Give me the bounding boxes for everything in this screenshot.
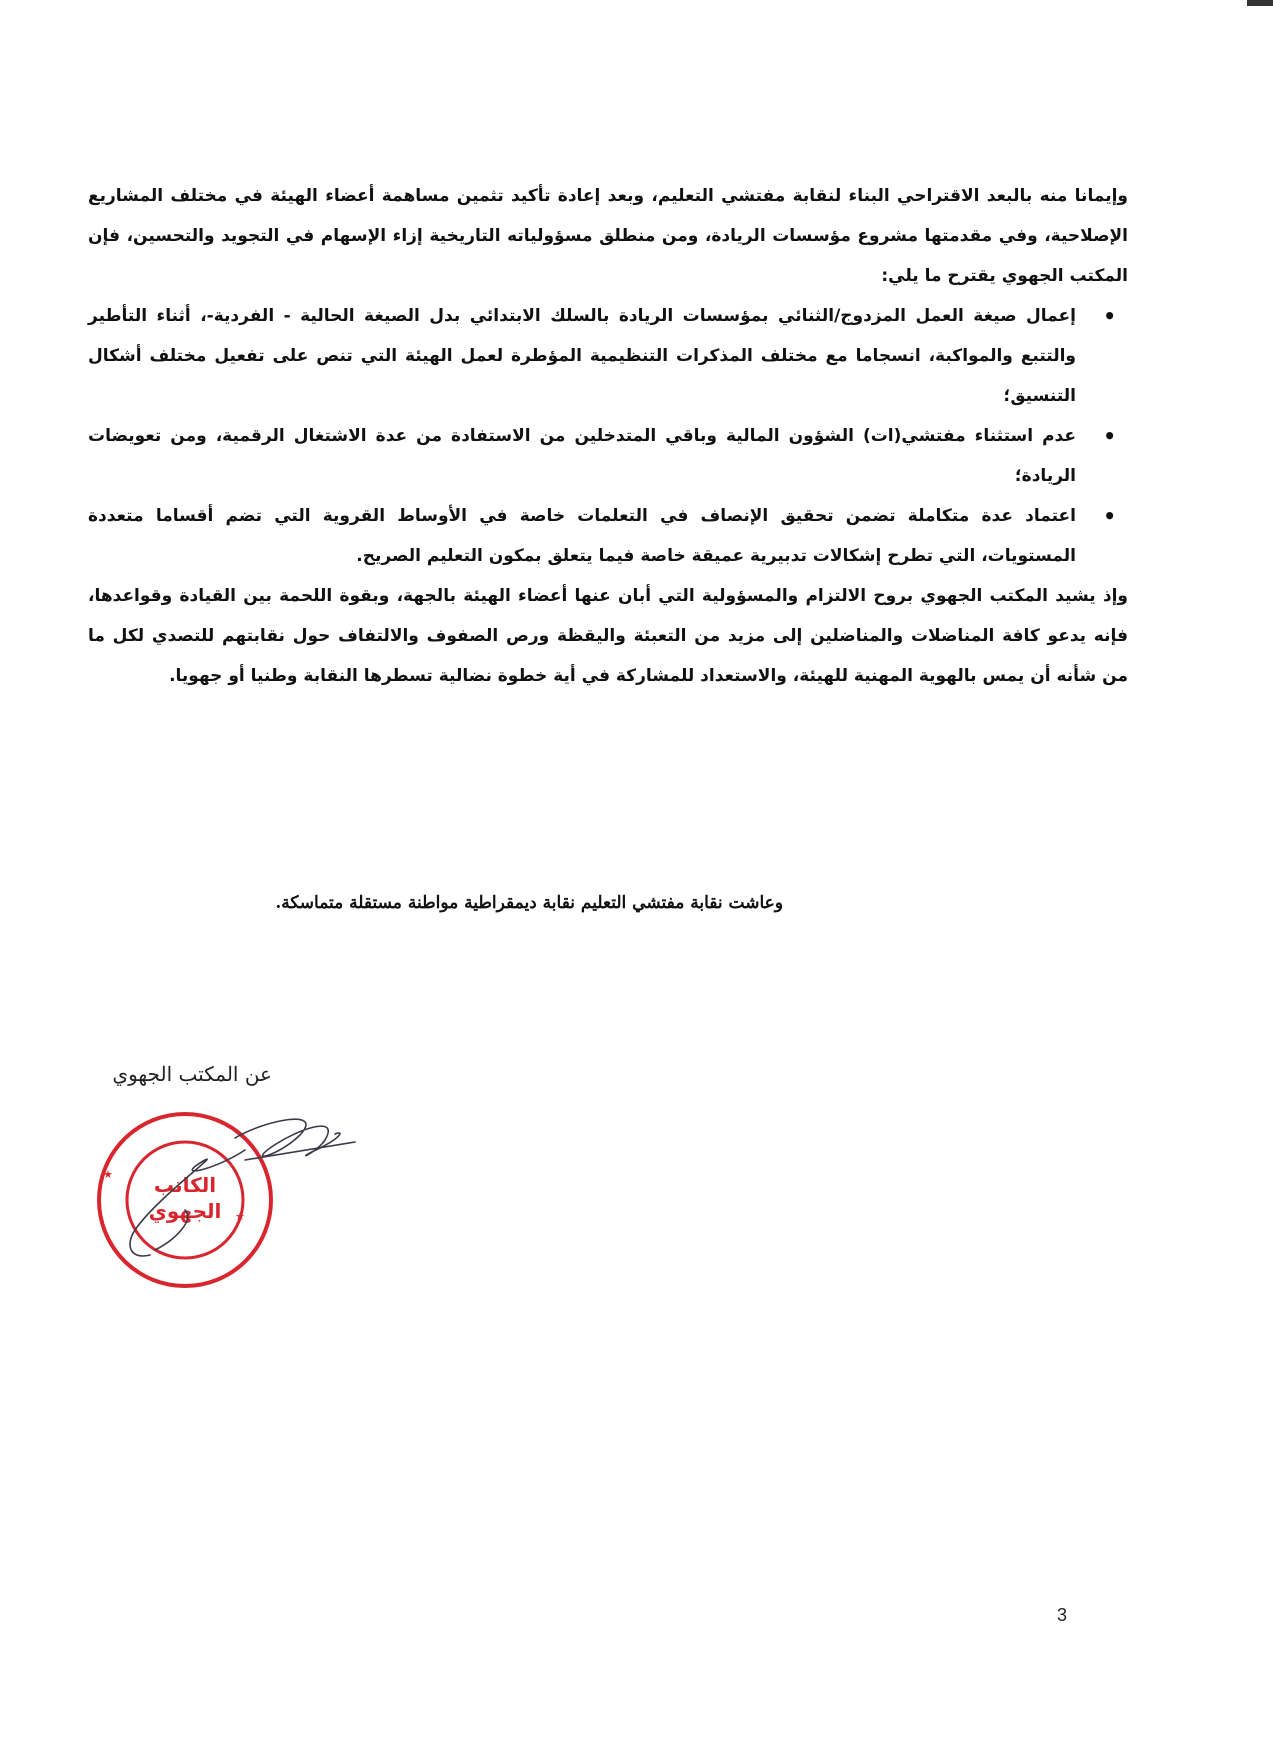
list-item: [88, 496, 1128, 576]
stamp-star-left: ★: [103, 1168, 113, 1181]
bullet-dot-icon: •: [1103, 424, 1116, 448]
stamp-center-line2: الجهوي: [148, 1199, 222, 1223]
proposal-text: عدم استثناء مفتشي(ات) الشؤون المالية وباقي المتدخلين من الاستفادة من عدة الاشتغال الرقمية، ومن تعويضات الريادة؛: [88, 426, 1076, 486]
seal-and-signature: [95, 1110, 395, 1300]
document-body: [88, 176, 1128, 696]
proposal-text: اعتماد عدة متكاملة تضمن تحقيق الإنصاف في التعلمات خاصة في الأوساط القروية التي تضم أقساما متعددة المستويات، التي تطرح إشكالات تدبيرية عميقة خاصة فيما يتعلق بمكون التعليم الصريح.: [88, 506, 1076, 566]
intro-paragraph: وإيمانا منه بالبعد الاقتراحي البناء لنقابة مفتشي التعليم، وبعد إعادة تأكيد تثمين مساهمة أعضاء الهيئة في مختلف المشاريع الإصلاحية، وفي مقدمتها مشروع مؤسسات الريادة، ومن منطلق مسؤولياته التاريخية إزاء الإسهام في التجويد والتحسين، فإن المكتب الجهوي يقترح ما يلي:: [88, 186, 1128, 286]
stamp-star-right: ★: [235, 1210, 245, 1223]
bullet-dot-icon: •: [1103, 304, 1116, 328]
page-number: 3: [1057, 1605, 1068, 1625]
signoff-label: عن المكتب الجهوي: [112, 1062, 272, 1086]
proposals-list: [88, 296, 1128, 576]
slogan-line: وعاشت نقابة مفتشي التعليم نقابة ديمقراطية مواطنة مستقلة متماسكة.: [275, 893, 783, 913]
stamp-seal-icon: [95, 1110, 271, 1286]
list-item: [88, 296, 1128, 416]
stamp-center-line1: الكاتب: [153, 1173, 217, 1197]
closing-paragraph: وإذ يشيد المكتب الجهوي بروح الالتزام والمسؤولية التي أبان عنها أعضاء الهيئة بالجهة، وبقوة اللحمة بين القيادة وقواعدها، فإنه يدعو كافة المناضلات والمناضلين إلى مزيد من التعبئة واليقظة ورص الصفوف والالتفاف حول نقابتهم للتصدي لكل ما من شأنه أن يمس بالهوية المهنية للهيئة، والاستعداد للمشاركة في أية خطوة نضالية تسطرها النقابة وطنيا أو جهويا.: [88, 586, 1128, 686]
bullet-dot-icon: •: [1103, 504, 1116, 528]
list-item: [88, 416, 1128, 496]
scan-edge-mark: [1247, 0, 1273, 6]
proposal-text: إعمال صيغة العمل المزدوج/الثنائي بمؤسسات الريادة بالسلك الابتدائي بدل الصيغة الحالية - الفردية-، أثناء التأطير والتتبع والمواكبة، انسجاما مع مختلف المذكرات التنظيمية المؤطرة لعمل الهيئة التي تنص على تفعيل مختلف أشكال التنسيق؛: [88, 306, 1076, 406]
stamp-outer-text: [95, 1110, 101, 1113]
official-stamp: [95, 1110, 395, 1300]
